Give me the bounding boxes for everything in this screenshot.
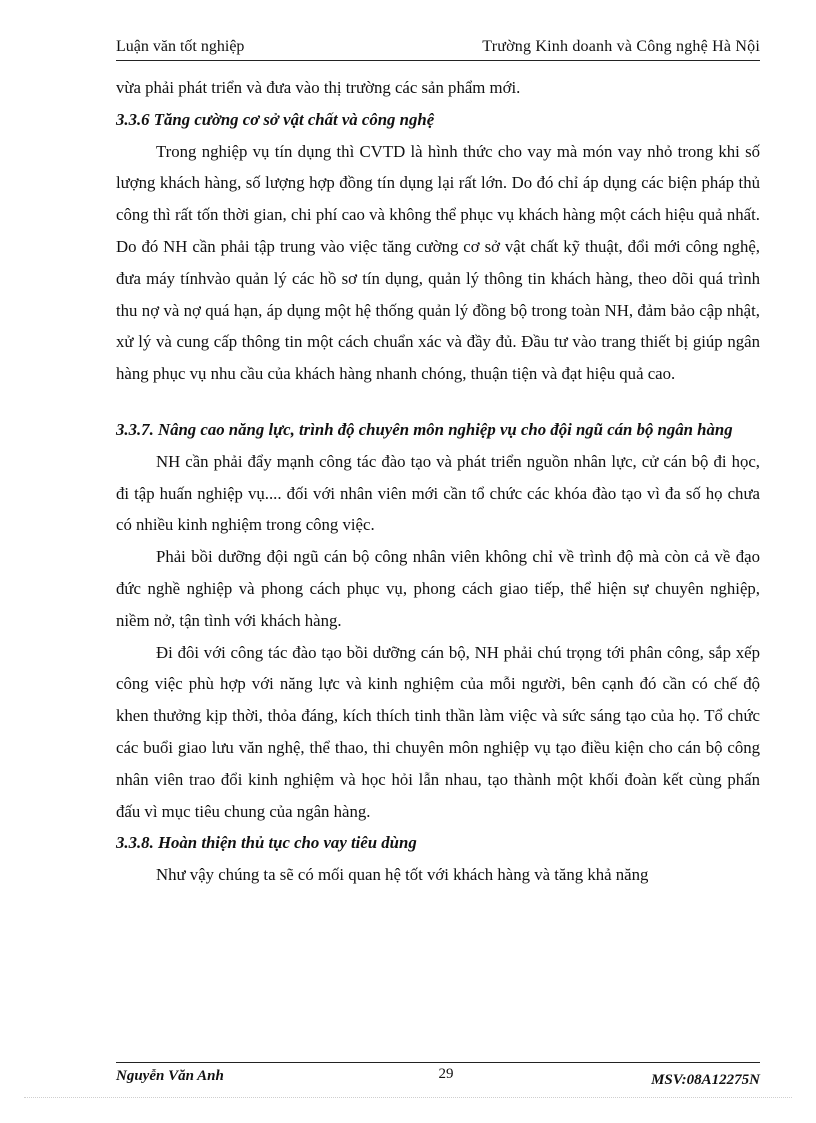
heading-3-3-6: 3.3.6 Tăng cường cơ sở vật chất và công nghệ xyxy=(116,109,435,129)
paragraph-3-3-6: Trong nghiệp vụ tín dụng thì CVTD là hình thức cho vay mà món vay nhỏ trong khi số lượng khách hàng, số lượng hợp đồng tín dụng lại rất lớn. Do đó chỉ áp dụng các biện pháp thủ công thì rất tốn thời gian, chi phí cao và không thể phục vụ khách hàng một cách hiệu quả nhất. Do đó NH cần phải tập trung vào việc tăng cường cơ sở vật chất kỹ thuật, đổi mới công nghệ, đưa máy tínhvào quản lý các hồ sơ tín dụng, quản lý thông tin khách hàng, theo dõi quá trình thu nợ và nợ quá hạn, áp dụng một hệ thống quản lý đồng bộ trong toàn NH, đảm bảo cập nhật, xử lý và cung cấp thông tin một cách chuẩn xác và đầy đủ. Đầu tư vào trang thiết bị giúp ngân hàng phục vụ nhu cầu của khách hàng nhanh chóng, thuận tiện và đạt hiệu quả cao. xyxy=(116,141,760,384)
heading-3-3-7: 3.3.7. Nâng cao năng lực, trình độ chuyên môn nghiệp vụ cho đội ngũ cán bộ ngân hàng xyxy=(116,419,733,439)
footer-student-id: MSV:08A12275N xyxy=(651,1072,760,1088)
paragraph-3-3-8: Như vậy chúng ta sẽ có mối quan hệ tốt với khách hàng và tăng khả năng xyxy=(156,865,649,885)
page-bottom-edge xyxy=(24,1097,792,1098)
page-header xyxy=(116,36,760,61)
footer-author: Nguyễn Văn Anh xyxy=(116,1068,224,1084)
header-thesis-label: Luận văn tốt nghiệp xyxy=(116,38,245,55)
paragraph-3-3-7-ethics: Phải bồi dưỡng đội ngũ cán bộ công nhân viên không chỉ về trình độ mà còn cả về đạo đức nghề nghiệp và phong cách phục vụ, phong cách giao tiếp, thể hiện sự chuyên nghiệp, niềm nở, tận tình với khách hàng. xyxy=(116,547,760,630)
paragraph-continuation: vừa phải phát triển và đưa vào thị trường các sản phẩm mới. xyxy=(116,78,521,97)
heading-3-3-8: 3.3.8. Hoàn thiện thủ tục cho vay tiêu dùng xyxy=(116,833,417,853)
footer-divider xyxy=(116,1062,760,1063)
header-school-name: Trường Kinh doanh và Công nghệ Hà Nội xyxy=(482,38,760,55)
paragraph-3-3-7-assignment: Đi đôi với công tác đào tạo bồi dưỡng cán bộ, NH phải chú trọng tới phân công, sắp xếp công việc phù hợp với năng lực và kinh nghiệm của mỗi người, bên cạnh đó cần có chế độ khen thưởng kịp thời, thỏa đáng, kích thích tinh thần làm việc và sức sáng tạo của họ. Tổ chức các buổi giao lưu văn nghệ, thể thao, thi chuyên môn nghiệp vụ tạo điều kiện cho cán bộ công nhân viên trao đổi kinh nghiệm và học hỏi lẫn nhau, tạo thành một khối đoàn kết cùng phấn đấu vì mục tiêu chung của ngân hàng. xyxy=(116,642,760,821)
page-number: 29 xyxy=(438,1066,454,1082)
paragraph-3-3-7-training: NH cần phải đẩy mạnh công tác đào tạo và phát triển nguồn nhân lực, cử cán bộ đi học, đi tập huấn nghiệp vụ.... đối với nhân viên mới cần tổ chức các khóa đào tạo vì đa số họ chưa có nhiều kinh nghiệm trong công việc. xyxy=(116,451,760,535)
page-body xyxy=(116,72,760,891)
page-footer xyxy=(116,1066,760,1090)
